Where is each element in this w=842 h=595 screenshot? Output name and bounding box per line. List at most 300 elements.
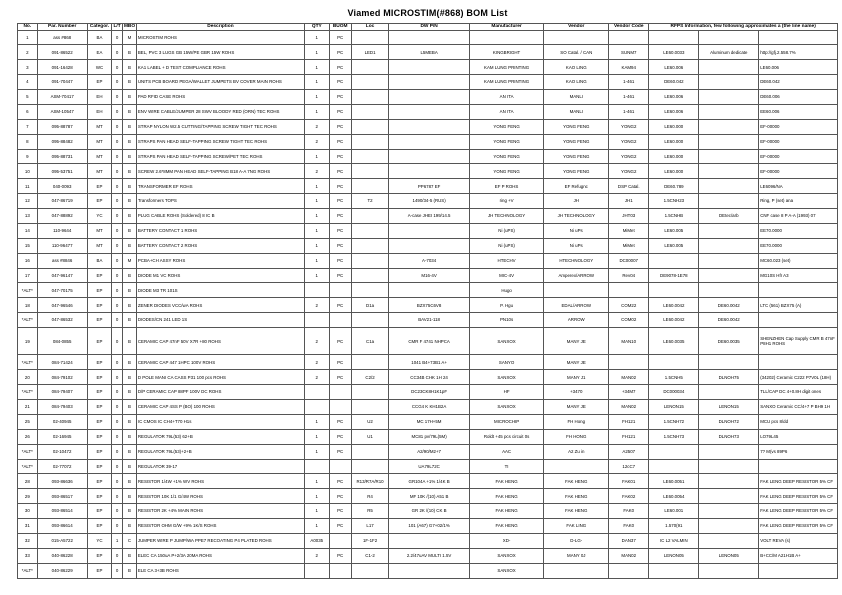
- table-cell: DIODE M3 TR 101S: [136, 283, 304, 298]
- table-row: [18, 328, 838, 355]
- table-cell: 0: [112, 328, 123, 355]
- table-cell: BATTERY CONTACT 1 ROHS: [136, 223, 304, 238]
- table-cell: [351, 223, 389, 238]
- table-cell: PC: [329, 298, 351, 313]
- table-cell: 0: [112, 355, 123, 370]
- table-cell: B: [122, 548, 136, 563]
- table-cell: B: [122, 504, 136, 519]
- table-cell: C: [122, 533, 136, 548]
- table-cell: CERAMIC CAP 47nF 50V X7R +80 ROHS: [136, 328, 304, 355]
- table-cell: R4: [351, 489, 389, 504]
- table-cell: 29: [18, 489, 38, 504]
- table-cell: 1: [112, 533, 123, 548]
- table-cell: [699, 104, 759, 119]
- table-cell: 0: [112, 370, 123, 385]
- table-cell: LENON05: [649, 548, 699, 563]
- table-cell: DSP Catal.: [609, 179, 649, 194]
- table-cell: UNITS PCB BOARD PEGA/WALLET JUMPETS BV COVER MAIN ROHS: [136, 75, 304, 90]
- table-cell: 0: [112, 30, 123, 45]
- table-cell: A2/90/M2+7: [389, 444, 469, 459]
- table-cell: [609, 283, 649, 298]
- column-header: Loc: [351, 24, 389, 31]
- table-cell: [351, 444, 389, 459]
- table-cell: 1-461: [609, 75, 649, 90]
- table-cell: [609, 563, 649, 578]
- table-cell: DC23CK8H1K1pF: [389, 385, 469, 400]
- table-row: [18, 194, 838, 209]
- table-cell: CERAMIC CAP 447 1HPC 100V ROHS: [136, 355, 304, 370]
- table-cell: 1.5CNH72: [649, 414, 699, 429]
- table-cell: ENV WIRE CABLE/JUMPER 28 SWV BLOODY RED (ORN) TEC ROHS: [136, 104, 304, 119]
- table-cell: SANYO: [469, 355, 544, 370]
- table-cell: 02-77072: [37, 459, 87, 474]
- table-cell: 0: [112, 209, 123, 224]
- table-cell: YONG FENG: [544, 134, 609, 149]
- table-row: [18, 253, 838, 268]
- table-cell: Ni (uPS): [469, 238, 544, 253]
- table-cell: B: [122, 563, 136, 578]
- table-cell: TI: [469, 459, 544, 474]
- table-cell: 1.5CNH73: [649, 429, 699, 444]
- table-cell: 093-86514: [37, 504, 87, 519]
- table-cell: [329, 313, 351, 328]
- table-cell: LE60.006: [759, 60, 838, 75]
- table-cell: 31: [18, 519, 38, 534]
- table-row: [18, 268, 838, 283]
- table-row: [18, 149, 838, 164]
- table-cell: R5: [351, 504, 389, 519]
- table-cell: EP: [87, 313, 112, 328]
- table-cell: 2: [304, 548, 329, 563]
- table-cell: PC: [329, 134, 351, 149]
- table-row: [18, 459, 838, 474]
- table-cell: 2: [18, 45, 38, 60]
- table-cell: 20: [18, 370, 38, 385]
- table-cell: 0: [112, 90, 123, 105]
- table-cell: 4: [18, 75, 38, 90]
- table-cell: 015-A5722: [37, 533, 87, 548]
- table-cell: [351, 149, 389, 164]
- table-cell: YC: [87, 533, 112, 548]
- table-cell: U1: [351, 429, 389, 444]
- table-cell: [544, 30, 609, 45]
- table-cell: 12: [18, 194, 38, 209]
- table-cell: PC: [329, 370, 351, 385]
- table-cell: EP: [87, 268, 112, 283]
- table-cell: 10: [18, 164, 38, 179]
- table-cell: 0: [112, 223, 123, 238]
- column-header: BUOM: [329, 24, 351, 31]
- table-cell: FAK01: [609, 474, 649, 489]
- table-cell: ELEC CA 150uA P+2/3A 20MA ROHS: [136, 548, 304, 563]
- table-cell: Roldt +45 pcs circuit 0s: [469, 429, 544, 444]
- table-cell: B: [122, 444, 136, 459]
- table-cell: 02-40945: [37, 414, 87, 429]
- table-cell: B: [122, 134, 136, 149]
- table-cell: MANY JE: [544, 328, 609, 355]
- table-cell: PCBA+CH ASSY ROHS: [136, 253, 304, 268]
- table-cell: GR104A +1% 1/4K B: [389, 474, 469, 489]
- table-cell: 11: [18, 179, 38, 194]
- bom-table: [17, 23, 838, 579]
- table-cell: [699, 194, 759, 209]
- table-cell: PC: [329, 328, 351, 355]
- table-cell: C2/2: [351, 370, 389, 385]
- table-cell: SANXOX: [469, 328, 544, 355]
- table-cell: 0: [112, 119, 123, 134]
- table-cell: YONG FENG: [544, 119, 609, 134]
- table-cell: 1: [304, 444, 329, 459]
- table-cell: CMR F 4741 NHPCA: [389, 328, 469, 355]
- table-cell: 25: [18, 414, 38, 429]
- table-cell: [699, 533, 759, 548]
- table-cell: 1: [304, 45, 329, 60]
- table-cell: B: [122, 459, 136, 474]
- table-cell: LE60.0054: [649, 489, 699, 504]
- table-cell: TLL/CAP DC 4+0.8H digit ones: [759, 385, 838, 400]
- column-header: Description: [136, 24, 304, 31]
- table-cell: M16-4V: [389, 268, 469, 283]
- table-cell: EH: [87, 104, 112, 119]
- table-cell: BATTERY CONTACT 2 ROHS: [136, 238, 304, 253]
- table-cell: [389, 60, 469, 75]
- table-cell: B: [122, 313, 136, 328]
- column-header: Vendor Code: [609, 24, 649, 31]
- table-row: [18, 45, 838, 60]
- table-cell: 095-88482: [37, 134, 87, 149]
- table-cell: 8: [18, 134, 38, 149]
- table-cell: MAN02: [609, 548, 649, 563]
- table-cell: (34202) Ceramic C222 P7V0L (18H): [759, 370, 838, 385]
- table-cell: PC: [329, 253, 351, 268]
- table-cell: 1490/34-5 (RUS): [389, 194, 469, 209]
- table-cell: B: [122, 519, 136, 534]
- table-cell: PP6787 EF: [389, 179, 469, 194]
- table-cell: SANXOX: [469, 548, 544, 563]
- table-cell: MiMet: [609, 238, 649, 253]
- table-cell: IC CMOS IC CH4+T70 H1s: [136, 414, 304, 429]
- table-row: [18, 414, 838, 429]
- table-cell: FH Hong: [544, 414, 609, 429]
- table-cell: DIODE M1 VC ROHS: [136, 268, 304, 283]
- table-cell: 110-9644: [37, 223, 87, 238]
- table-cell: D POLE MANI CA CASS P31 100 pcs ROHS: [136, 370, 304, 385]
- table-cell: LE60.005: [649, 238, 699, 253]
- table-cell: LE60.0042: [649, 313, 699, 328]
- table-cell: [351, 563, 389, 578]
- table-row: [18, 223, 838, 238]
- table-cell: B: [122, 75, 136, 90]
- table-cell: 1041 B4+73B1 A+: [389, 355, 469, 370]
- table-cell: LE60.005: [649, 223, 699, 238]
- table-cell: [759, 355, 838, 370]
- table-cell: 0: [112, 444, 123, 459]
- table-row: [18, 134, 838, 149]
- table-row: [18, 30, 838, 45]
- table-cell: PN10s: [469, 313, 544, 328]
- table-cell: 0: [112, 298, 123, 313]
- table-cell: YONG2: [609, 149, 649, 164]
- table-cell: 084-79403: [37, 400, 87, 415]
- table-cell: PC: [329, 444, 351, 459]
- table-cell: YONG FENG: [544, 149, 609, 164]
- table-cell: KAO LING: [544, 60, 609, 75]
- table-cell: 1: [304, 414, 329, 429]
- table-cell: 0: [112, 283, 123, 298]
- table-cell: EP: [87, 429, 112, 444]
- table-cell: [351, 283, 389, 298]
- table-cell: 1: [18, 30, 38, 45]
- table-cell: AN ITA: [469, 104, 544, 119]
- table-cell: [304, 563, 329, 578]
- table-cell: UA79L72C: [389, 459, 469, 474]
- table-cell: 093-86517: [37, 489, 87, 504]
- table-cell: [699, 253, 759, 268]
- table-cell: LE60.0051: [649, 474, 699, 489]
- table-cell: 047-96147: [37, 268, 87, 283]
- table-cell: 2: [304, 119, 329, 134]
- table-cell: MT: [87, 149, 112, 164]
- table-cell: [351, 179, 389, 194]
- table-cell: MC81 pv/79L(5M): [389, 429, 469, 444]
- table-cell: [351, 459, 389, 474]
- table-cell: [699, 30, 759, 45]
- table-cell: [544, 563, 609, 578]
- table-cell: EP: [87, 489, 112, 504]
- table-cell: HTECHV: [469, 253, 544, 268]
- table-cell: B: [122, 45, 136, 60]
- table-cell: [389, 90, 469, 105]
- table-cell: AAC: [469, 444, 544, 459]
- table-cell: Transformers TOPS: [136, 194, 304, 209]
- table-cell: 1: [304, 238, 329, 253]
- table-cell: ELE CA 3+3B ROHS: [136, 563, 304, 578]
- table-cell: JH: [544, 194, 609, 209]
- table-cell: ASM-10547: [37, 104, 87, 119]
- table-cell: [304, 459, 329, 474]
- table-cell: 02-16945: [37, 429, 87, 444]
- table-cell: EP: [87, 563, 112, 578]
- table-cell: JHT03: [609, 209, 649, 224]
- table-cell: [389, 164, 469, 179]
- table-cell: 1-461: [609, 104, 649, 119]
- column-header: Manufacturer: [469, 24, 544, 31]
- table-cell: 2: [304, 328, 329, 355]
- table-cell: YONG2: [609, 119, 649, 134]
- table-cell: 0: [112, 313, 123, 328]
- table-cell: REGULATOR 39-17: [136, 459, 304, 474]
- table-cell: PC: [329, 104, 351, 119]
- table-cell: PC: [329, 238, 351, 253]
- table-cell: B: [122, 429, 136, 444]
- column-header-rfps: RFPS Information, few following approximates a (the line name): [649, 24, 838, 31]
- column-header: Vendor: [544, 24, 609, 31]
- table-cell: BAV21-118: [389, 313, 469, 328]
- table-cell: DE60.789: [649, 179, 699, 194]
- table-cell: DE60.042: [759, 75, 838, 90]
- table-cell: EP: [87, 444, 112, 459]
- table-cell: 30: [18, 504, 38, 519]
- table-cell: B: [122, 474, 136, 489]
- table-cell: C1-2: [351, 548, 389, 563]
- table-cell: EP: [87, 548, 112, 563]
- table-cell: AN ITA: [469, 90, 544, 105]
- table-cell: 1: [304, 474, 329, 489]
- table-cell: EP: [87, 519, 112, 534]
- table-cell: STRAPS PAN HEAD SELF-TAPPING SCREW/PET TEC ROHS: [136, 149, 304, 164]
- table-cell: [609, 30, 649, 45]
- table-cell: [469, 30, 544, 45]
- table-cell: 2: [304, 355, 329, 370]
- table-cell: SO Catal. / CAN: [544, 45, 609, 60]
- table-cell: EE70.0000: [759, 223, 838, 238]
- table-cell: [759, 313, 838, 328]
- column-header: QTY: [304, 24, 329, 31]
- table-cell: B: [122, 119, 136, 134]
- table-cell: FH HONG: [544, 429, 609, 444]
- table-cell: FAK HENG: [544, 504, 609, 519]
- table-cell: EP: [87, 504, 112, 519]
- table-cell: [699, 385, 759, 400]
- table-cell: MC 17H+5M: [389, 414, 469, 429]
- table-row: [18, 90, 838, 105]
- table-cell: [351, 30, 389, 45]
- table-cell: MiMet: [609, 223, 649, 238]
- table-cell: LTC (561) BZX75 (A): [759, 298, 838, 313]
- table-cell: 047-86532: [37, 313, 87, 328]
- table-cell: [304, 313, 329, 328]
- table-cell: PC: [329, 194, 351, 209]
- table-cell: 0: [112, 253, 123, 268]
- table-cell: 084-71424: [37, 355, 87, 370]
- table-cell: MC60.023 (set): [759, 253, 838, 268]
- table-row: [18, 385, 838, 400]
- table-cell: 18: [18, 298, 38, 313]
- table-cell: M: [122, 30, 136, 45]
- table-cell: [329, 563, 351, 578]
- table-cell: +3470: [544, 385, 609, 400]
- table-cell: YONG2: [609, 164, 649, 179]
- table-cell: FAK HENG: [469, 474, 544, 489]
- table-row: [18, 60, 838, 75]
- column-header: DW P/N: [389, 24, 469, 31]
- table-cell: LE60.000: [649, 149, 699, 164]
- table-row: [18, 209, 838, 224]
- table-cell: PC: [329, 504, 351, 519]
- table-cell: 26: [18, 429, 38, 444]
- table-cell: B: [122, 223, 136, 238]
- table-cell: EP: [87, 75, 112, 90]
- table-cell: DE60.042: [649, 75, 699, 90]
- table-cell: 1: [304, 429, 329, 444]
- table-cell: [759, 563, 838, 578]
- table-cell: [389, 119, 469, 134]
- table-cell: LE60.000: [649, 134, 699, 149]
- table-cell: B: [122, 268, 136, 283]
- table-cell: 1: [304, 209, 329, 224]
- table-cell: L5MEBA: [389, 45, 469, 60]
- column-header: No.: [18, 24, 38, 31]
- table-cell: P. Hgu: [469, 298, 544, 313]
- table-row: [18, 429, 838, 444]
- table-cell: YONG FENG: [469, 119, 544, 134]
- table-cell: CC34B CHK 1H 24: [389, 370, 469, 385]
- table-cell: 1: [304, 504, 329, 519]
- table-cell: JH1: [609, 194, 649, 209]
- table-cell: EP: [87, 328, 112, 355]
- table-cell: LED1: [351, 45, 389, 60]
- table-cell: 1: [304, 75, 329, 90]
- table-cell: 1: [304, 489, 329, 504]
- table-cell: [389, 223, 469, 238]
- table-cell: EF Refugnc: [544, 179, 609, 194]
- table-cell: IC L2 VALMIN: [649, 533, 699, 548]
- table-cell: 16: [18, 253, 38, 268]
- table-cell: Hugo: [469, 283, 544, 298]
- table-cell: *ALT*: [18, 563, 38, 578]
- table-cell: B: [122, 328, 136, 355]
- table-cell: EF P ROHS: [469, 179, 544, 194]
- table-cell: 0: [112, 104, 123, 119]
- table-cell: EP: [87, 400, 112, 415]
- table-row: [18, 238, 838, 253]
- table-cell: 0: [112, 489, 123, 504]
- table-cell: ass #868: [37, 30, 87, 45]
- table-cell: Amperex/ARROW: [544, 268, 609, 283]
- table-cell: 0: [112, 164, 123, 179]
- table-cell: EF-00000: [759, 134, 838, 149]
- table-cell: DC00007: [609, 253, 649, 268]
- table-cell: TRANSFORMER EF ROHS: [136, 179, 304, 194]
- table-cell: EE70.0000: [759, 238, 838, 253]
- table-cell: [649, 253, 699, 268]
- table-cell: DEtec/arb: [699, 209, 759, 224]
- table-cell: [389, 75, 469, 90]
- table-cell: 02-10472: [37, 444, 87, 459]
- table-cell: [389, 104, 469, 119]
- table-cell: [699, 238, 759, 253]
- table-cell: B: [122, 298, 136, 313]
- table-cell: *ALT*: [18, 283, 38, 298]
- table-cell: DLNOH72: [699, 414, 759, 429]
- table-cell: B: [122, 164, 136, 179]
- table-cell: B: [122, 283, 136, 298]
- table-cell: 17: [18, 268, 38, 283]
- table-cell: [649, 459, 699, 474]
- table-cell: [649, 355, 699, 370]
- table-cell: Ni uPs: [544, 238, 609, 253]
- table-cell: 047-88892: [37, 209, 87, 224]
- table-cell: [699, 90, 759, 105]
- table-cell: LE60.0042: [649, 298, 699, 313]
- table-cell: PC: [329, 179, 351, 194]
- table-cell: [304, 283, 329, 298]
- table-cell: [699, 283, 759, 298]
- table-cell: *ALT*: [18, 385, 38, 400]
- table-cell: RESISTOR 1/4W +1% WV ROHS: [136, 474, 304, 489]
- table-cell: [389, 149, 469, 164]
- table-cell: MANY JE: [544, 355, 609, 370]
- table-cell: C1a: [351, 328, 389, 355]
- table-cell: LENON15: [699, 400, 759, 415]
- table-cell: B: [122, 209, 136, 224]
- table-cell: LE60.006: [649, 90, 699, 105]
- table-cell: PC: [329, 30, 351, 45]
- table-cell: MCU pcs 8/dd: [759, 414, 838, 429]
- table-cell: RESISTOR OHM G/W +9% 1K/S ROHS: [136, 519, 304, 534]
- table-cell: MAN02: [609, 400, 649, 415]
- table-cell: B: [122, 414, 136, 429]
